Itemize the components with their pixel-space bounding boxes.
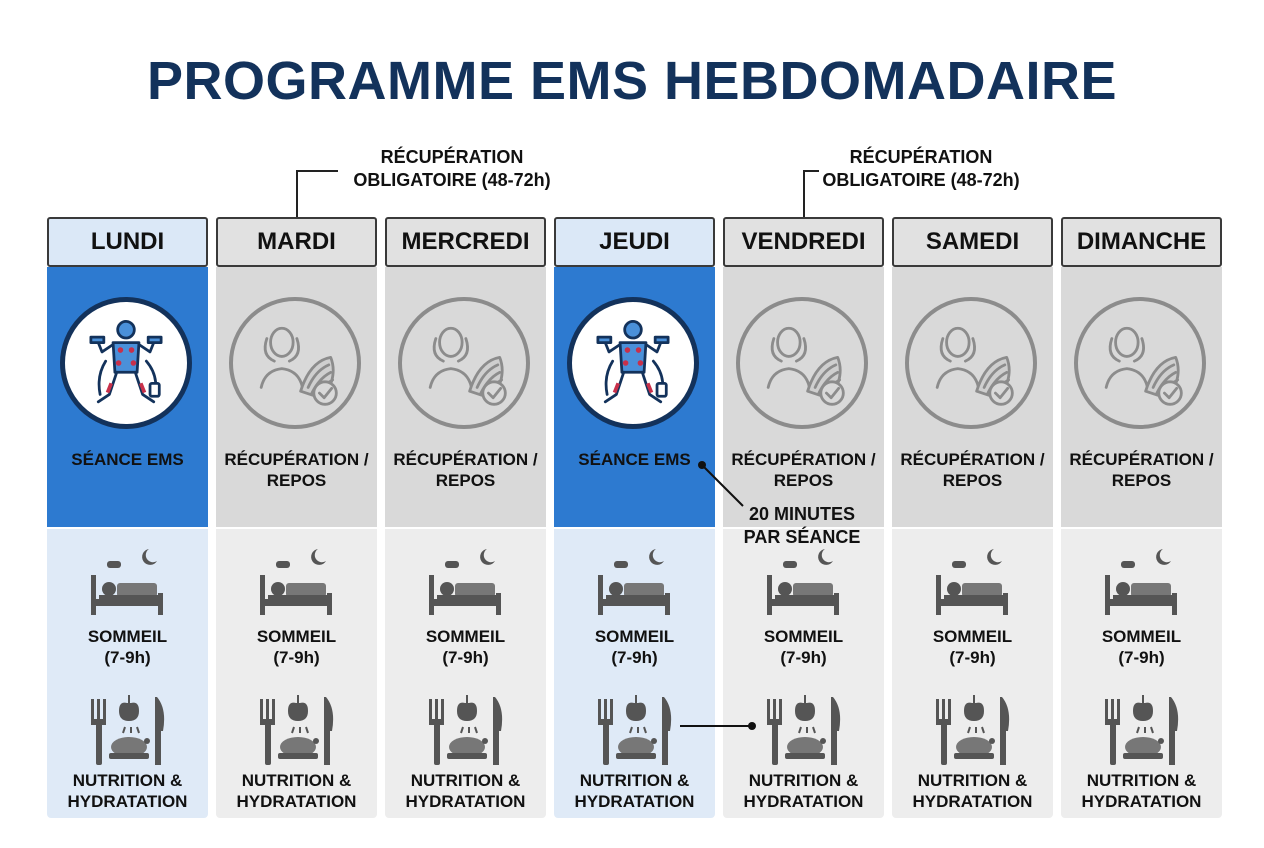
sleep-label <box>554 626 715 668</box>
day-header: SAMEDI <box>892 217 1053 267</box>
activity-label-line1: RÉCUPÉRATION / <box>1069 450 1214 469</box>
session-duration-callout <box>742 503 862 549</box>
activity-label <box>892 449 1053 491</box>
nutrition-label-line1: NUTRITION & <box>748 771 859 790</box>
nutrition-label <box>723 770 884 812</box>
nutrition-label-line2: HYDRATATION <box>236 792 357 811</box>
day-header: DIMANCHE <box>1061 217 1222 267</box>
nutrition-label-line1: NUTRITION & <box>579 771 690 790</box>
day-header: JEUDI <box>554 217 715 267</box>
nutrition-label <box>47 770 208 812</box>
day-column-samedi <box>892 217 1053 818</box>
activity-label-line1: SÉANCE EMS <box>71 450 184 469</box>
nutrition-label-line2: HYDRATATION <box>1081 792 1202 811</box>
bed-moon-icon <box>256 545 336 621</box>
recovery-note-2-line1: RÉCUPÉRATION <box>849 147 993 167</box>
recovery-note-1 <box>342 146 562 192</box>
wellness-panel <box>385 529 546 818</box>
rest-recovery-icon <box>229 297 361 429</box>
callout-line2: PAR SÉANCE <box>743 527 861 547</box>
activity-label <box>216 449 377 491</box>
food-utensils-icon <box>1099 689 1185 769</box>
rest-recovery-icon <box>1074 297 1206 429</box>
ems-session-panel <box>47 267 208 527</box>
sleep-label-line1: SOMMEIL <box>594 627 675 646</box>
sleep-label-line1: SOMMEIL <box>763 627 844 646</box>
recovery-note-1-line2: OBLIGATOIRE (48-72h) <box>353 170 551 190</box>
recovery-note-2 <box>811 146 1031 192</box>
activity-label-line2: REPOS <box>942 471 1003 490</box>
sleep-label-line2: (7-9h) <box>442 648 489 667</box>
sleep-label <box>1061 626 1222 668</box>
sleep-label-line2: (7-9h) <box>1118 648 1165 667</box>
activity-label-line2: REPOS <box>266 471 327 490</box>
food-utensils-icon <box>254 689 340 769</box>
wellness-panel <box>723 529 884 818</box>
nutrition-label <box>892 770 1053 812</box>
day-column-lundi <box>47 217 208 818</box>
nutrition-label <box>1061 770 1222 812</box>
activity-label-line2: REPOS <box>435 471 496 490</box>
nutrition-label <box>385 770 546 812</box>
activity-label-line1: RÉCUPÉRATION / <box>900 450 1045 469</box>
activity-label <box>1061 449 1222 491</box>
day-header: VENDREDI <box>723 217 884 267</box>
nutrition-label-line1: NUTRITION & <box>241 771 352 790</box>
wellness-panel <box>1061 529 1222 818</box>
rest-panel <box>892 267 1053 527</box>
activity-label <box>47 449 208 470</box>
sleep-label-line2: (7-9h) <box>273 648 320 667</box>
rest-recovery-icon <box>736 297 868 429</box>
sleep-label-line1: SOMMEIL <box>256 627 337 646</box>
recovery-note-1-line1: RÉCUPÉRATION <box>380 147 524 167</box>
recovery-connector-1 <box>296 170 338 217</box>
activity-label <box>554 449 715 470</box>
day-header: LUNDI <box>47 217 208 267</box>
ems-session-panel <box>554 267 715 527</box>
day-column-mercredi <box>385 217 546 818</box>
callout-line1: 20 MINUTES <box>748 504 856 524</box>
nutrition-label-line1: NUTRITION & <box>917 771 1028 790</box>
food-utensils-icon <box>930 689 1016 769</box>
activity-label-line2: REPOS <box>1111 471 1172 490</box>
rest-panel <box>216 267 377 527</box>
bed-moon-icon <box>87 545 167 621</box>
sleep-label-line2: (7-9h) <box>780 648 827 667</box>
bed-moon-icon <box>932 545 1012 621</box>
sleep-label-line1: SOMMEIL <box>1101 627 1182 646</box>
nutrition-label-line2: HYDRATATION <box>574 792 695 811</box>
wellness-panel <box>216 529 377 818</box>
day-header: MERCREDI <box>385 217 546 267</box>
bed-moon-icon <box>425 545 505 621</box>
nutrition-label-line2: HYDRATATION <box>67 792 188 811</box>
nutrition-label <box>216 770 377 812</box>
ems-athlete-icon <box>60 297 192 429</box>
bed-moon-icon <box>763 545 843 621</box>
day-column-dimanche <box>1061 217 1222 818</box>
ems-athlete-icon <box>567 297 699 429</box>
sleep-label-line2: (7-9h) <box>949 648 996 667</box>
sleep-label-line1: SOMMEIL <box>932 627 1013 646</box>
sleep-label-line2: (7-9h) <box>611 648 658 667</box>
page-title: PROGRAMME EMS HEBDOMADAIRE <box>146 51 1118 111</box>
bed-moon-icon <box>594 545 674 621</box>
nutrition-connector <box>676 718 758 734</box>
wellness-panel <box>47 529 208 818</box>
day-header: MARDI <box>216 217 377 267</box>
nutrition-label-line2: HYDRATATION <box>912 792 1033 811</box>
sleep-label-line1: SOMMEIL <box>87 627 168 646</box>
food-utensils-icon <box>761 689 847 769</box>
day-column-mardi <box>216 217 377 818</box>
sleep-label-line2: (7-9h) <box>104 648 151 667</box>
sleep-label <box>385 626 546 668</box>
activity-label-line2: REPOS <box>773 471 834 490</box>
rest-recovery-icon <box>905 297 1037 429</box>
sleep-label <box>892 626 1053 668</box>
food-utensils-icon <box>85 689 171 769</box>
nutrition-label-line1: NUTRITION & <box>72 771 183 790</box>
rest-recovery-icon <box>398 297 530 429</box>
sleep-label <box>723 626 884 668</box>
activity-label-line1: SÉANCE EMS <box>578 450 691 469</box>
activity-label <box>385 449 546 491</box>
food-utensils-icon <box>423 689 509 769</box>
nutrition-label-line2: HYDRATATION <box>743 792 864 811</box>
sleep-label <box>47 626 208 668</box>
wellness-panel <box>554 529 715 818</box>
bed-moon-icon <box>1101 545 1181 621</box>
sleep-label <box>216 626 377 668</box>
sleep-label-line1: SOMMEIL <box>425 627 506 646</box>
rest-panel <box>1061 267 1222 527</box>
activity-label-line1: RÉCUPÉRATION / <box>224 450 369 469</box>
activity-label-line1: RÉCUPÉRATION / <box>393 450 538 469</box>
food-utensils-icon <box>592 689 678 769</box>
nutrition-label-line1: NUTRITION & <box>1086 771 1197 790</box>
activity-label-line1: RÉCUPÉRATION / <box>731 450 876 469</box>
wellness-panel <box>892 529 1053 818</box>
nutrition-label-line2: HYDRATATION <box>405 792 526 811</box>
recovery-note-2-line2: OBLIGATOIRE (48-72h) <box>822 170 1020 190</box>
nutrition-label <box>554 770 715 812</box>
rest-panel <box>385 267 546 527</box>
nutrition-label-line1: NUTRITION & <box>410 771 521 790</box>
